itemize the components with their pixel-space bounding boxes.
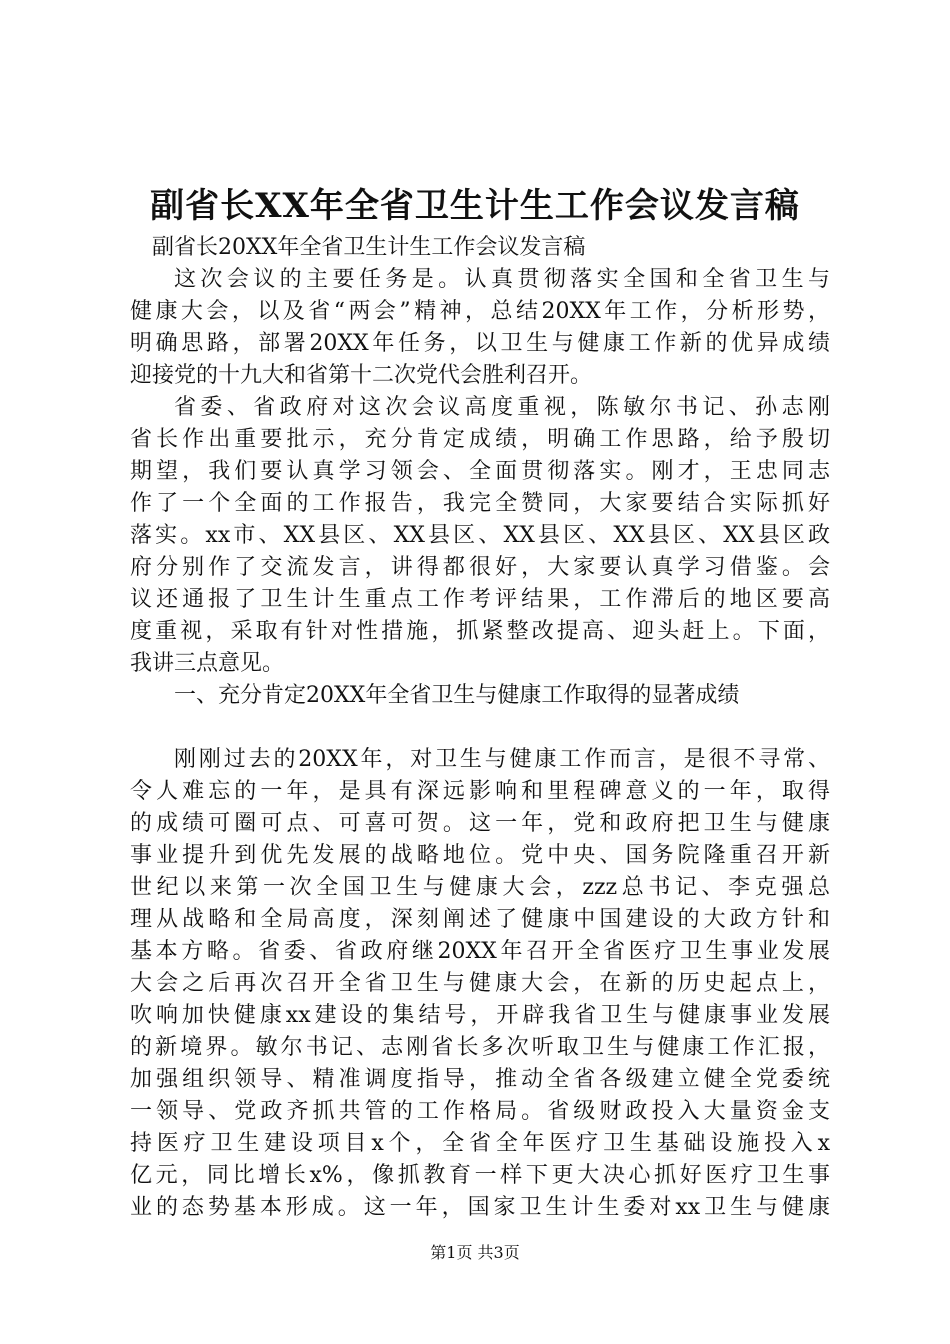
paragraph-line: 持医疗卫生建设项目x个，全省全年医疗卫生基础设施投入x <box>130 1131 830 1156</box>
paragraph-line: 期望，我们要认真学习领会、全面贯彻落实。刚才，王忠同志 <box>130 459 830 484</box>
paragraph-line: 落实。xx市、XX县区、XX县区、XX县区、XX县区、XX县区政 <box>130 523 830 548</box>
page-number-footer: 第1页 共3页 <box>430 1243 520 1262</box>
paragraph-line: 大会之后再次召开全省卫生与健康大会，在新的历史起点上， <box>130 971 830 996</box>
paragraph-line: 事业提升到优先发展的战略地位。党中央、国务院隆重召开新 <box>130 843 830 868</box>
paragraph-line: 作了一个全面的工作报告，我完全赞同，大家要结合实际抓好 <box>130 491 830 516</box>
paragraph-line: 加强组织领导、精准调度指导，推动全省各级建立健全党委统 <box>130 1067 830 1092</box>
paragraph-line: 一领导、党政齐抓共管的工作格局。省级财政投入大量资金支 <box>130 1099 830 1124</box>
paragraph-line: 度重视，采取有针对性措施，抓紧整改提高、迎头赶上。下面， <box>130 619 830 644</box>
paragraph-line: 令人难忘的一年，是具有深远影响和里程碑意义的一年，取得 <box>130 779 830 804</box>
paragraph-line: 理从战略和全局高度，深刻阐述了健康中国建设的大政方针和 <box>130 907 830 932</box>
paragraph-line: 亿元，同比增长x%，像抓教育一样下更大决心抓好医疗卫生事 <box>130 1163 830 1188</box>
paragraph-line: 的新境界。敏尔书记、志刚省长多次听取卫生与健康工作汇报， <box>130 1035 830 1060</box>
paragraph-line: 世纪以来第一次全国卫生与健康大会，zzz总书记、李克强总 <box>130 875 830 900</box>
paragraph-line: 府分别作了交流发言，讲得都很好，大家要认真学习借鉴。会 <box>130 555 830 580</box>
paragraph-line: 我讲三点意见。 <box>130 651 285 676</box>
paragraph-line: 议还通报了卫生计生重点工作考评结果，工作滞后的地区要高 <box>130 587 830 612</box>
document-body <box>130 232 830 1224</box>
paragraph-line: 省长作出重要批示，充分肯定成绩，明确工作思路，给予殷切 <box>130 427 830 452</box>
section-heading: 一、充分肯定20XX年全省卫生与健康工作取得的显著成绩 <box>174 683 740 708</box>
paragraph-line: 健康大会，以及省“两会”精神，总结20XX年工作，分析形势， <box>130 299 830 324</box>
subtitle-line: 副省长20XX年全省卫生计生工作会议发言稿 <box>152 235 586 260</box>
document-title: 副省长XX年全省卫生计生工作会议发言稿 <box>150 186 800 226</box>
paragraph-line: 明确思路，部署20XX年任务，以卫生与健康工作新的优异成绩 <box>130 331 830 356</box>
paragraph-line: 基本方略。省委、省政府继20XX年召开全省医疗卫生事业发展 <box>130 939 830 964</box>
paragraph-line: 迎接党的十九大和省第十二次党代会胜利召开。 <box>130 363 593 388</box>
paragraph-line: 省委、省政府对这次会议高度重视，陈敏尔书记、孙志刚 <box>174 395 830 420</box>
paragraph-line: 吹响加快健康xx建设的集结号，开辟我省卫生与健康事业发展 <box>130 1003 830 1028</box>
paragraph-line: 刚刚过去的20XX年，对卫生与健康工作而言，是很不寻常、 <box>174 747 830 772</box>
paragraph-line: 这次会议的主要任务是。认真贯彻落实全国和全省卫生与 <box>174 267 830 292</box>
blank-line <box>130 712 830 744</box>
paragraph-line: 业的态势基本形成。这一年，国家卫生计生委对xx卫生与健康 <box>130 1195 830 1220</box>
paragraph-line: 的成绩可圈可点、可喜可贺。这一年，党和政府把卫生与健康 <box>130 811 830 836</box>
